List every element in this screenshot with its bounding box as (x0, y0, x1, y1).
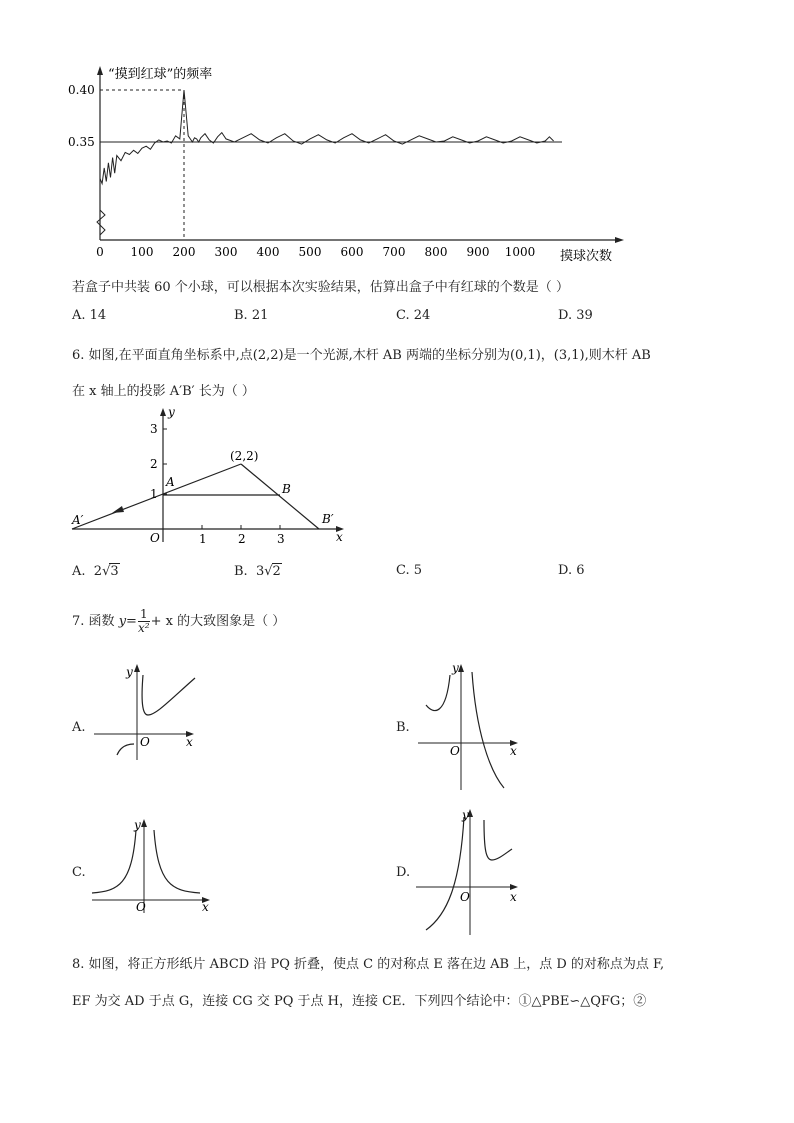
svg-text:y: y (126, 665, 133, 679)
x-tick-3: 3 (277, 532, 285, 546)
x-tick-label: 700 (382, 245, 406, 259)
x-tick-label: 300 (214, 245, 238, 259)
q8-stem-line2: EF 为交 AD 于点 G，连接 CG 交 PQ 于点 H，连接 CE．下列四个结论中：①△PBE∽△QFG；② (72, 994, 647, 1009)
q7-graph-d (412, 805, 527, 940)
x-tick-2: 2 (238, 532, 246, 546)
svg-text:y: y (452, 661, 459, 675)
y-axis-label: y (168, 405, 175, 419)
x-tick-label: 0 (96, 245, 104, 259)
y-tick-label: 0.35 (68, 135, 95, 149)
svg-text:x: x (510, 890, 517, 904)
point-b-prime-label: B′ (322, 512, 334, 526)
svg-text:y: y (462, 808, 469, 822)
q7-option-c[interactable]: C. (72, 865, 86, 880)
y-axis-title: “摸到红球”的频率 (108, 67, 213, 82)
q7-graph-a (90, 660, 200, 765)
point-a-label: A (166, 475, 175, 489)
frequency-series-line (100, 90, 554, 184)
svg-text:O: O (460, 890, 470, 904)
svg-text:x: x (510, 744, 517, 758)
axis-break (97, 210, 105, 235)
svg-text:x: x (186, 735, 193, 749)
q6-figure (60, 402, 360, 552)
q7-stem: 7. 函数 y= $\frac{1}{\text{x²}}$ + x 的大致图象是（ ） (72, 607, 286, 635)
x-axis-arrow (615, 237, 624, 243)
q7-graph-c (88, 815, 218, 915)
y-axis-arrow (97, 66, 103, 75)
svg-text:O: O (136, 900, 146, 914)
q7-graph-b (414, 660, 524, 795)
y-tick-label: 0.40 (68, 83, 95, 97)
x-tick-label: 200 (172, 245, 196, 259)
svg-text:y: y (134, 818, 141, 832)
x-tick-label: 800 (424, 245, 448, 259)
q5-option-c[interactable]: C. 24 (396, 308, 431, 323)
svg-text:O: O (140, 735, 150, 749)
x-tick-1: 1 (199, 532, 207, 546)
x-tick-label: 500 (298, 245, 322, 259)
q7-option-b[interactable]: B. (396, 720, 410, 735)
q5-option-d[interactable]: D. 39 (558, 308, 593, 323)
light-label: (2,2) (230, 449, 259, 463)
x-tick-label: 100 (130, 245, 154, 259)
q7-option-d[interactable]: D. (396, 865, 411, 880)
x-axis-label: x (336, 530, 343, 544)
q6-option-c[interactable]: C. 5 (396, 563, 423, 578)
q5-option-a[interactable]: A. 14 (72, 308, 107, 323)
q6-option-a[interactable]: A. 2√3 (72, 564, 119, 579)
q5-prompt: 若盒子中共装 60 个小球，可以根据本次实验结果，估算出盒子中有红球的个数是（ ） (72, 280, 569, 295)
y-tick-1: 1 (150, 487, 158, 501)
y-tick-2: 2 (150, 457, 158, 471)
x-tick-label: 400 (256, 245, 280, 259)
x-axis-title: 摸球次数 (560, 249, 613, 264)
svg-text:x: x (202, 900, 209, 914)
q5-option-b[interactable]: B. 21 (234, 308, 269, 323)
q6-option-d[interactable]: D. 6 (558, 563, 585, 578)
q6-stem-line1: 6. 如图,在平面直角坐标系中,点(2,2)是一个光源,木杆 AB 两端的坐标分别为(0,1)，(3,1),则木杆 AB (72, 348, 651, 363)
x-tick-label: 600 (340, 245, 364, 259)
frequency-chart (60, 60, 660, 265)
x-tick-label: 900 (466, 245, 490, 259)
svg-text:O: O (450, 744, 460, 758)
q6-stem-line2: 在 x 轴上的投影 A′B′ 长为（ ） (72, 384, 255, 399)
x-tick-label: 1000 (504, 245, 536, 259)
q7-option-a[interactable]: A. (72, 720, 86, 735)
point-a-prime-label: A′ (72, 513, 84, 527)
origin-label: O (150, 531, 160, 545)
q6-option-b[interactable]: B. 3√2 (234, 564, 281, 579)
y-tick-3: 3 (150, 422, 158, 436)
q8-stem-line1: 8. 如图，将正方形纸片 ABCD 沿 PQ 折叠，使点 C 的对称点 E 落在边 AB 上，点 D 的对称点为点 F, (72, 957, 665, 972)
point-b-label: B (282, 482, 291, 496)
